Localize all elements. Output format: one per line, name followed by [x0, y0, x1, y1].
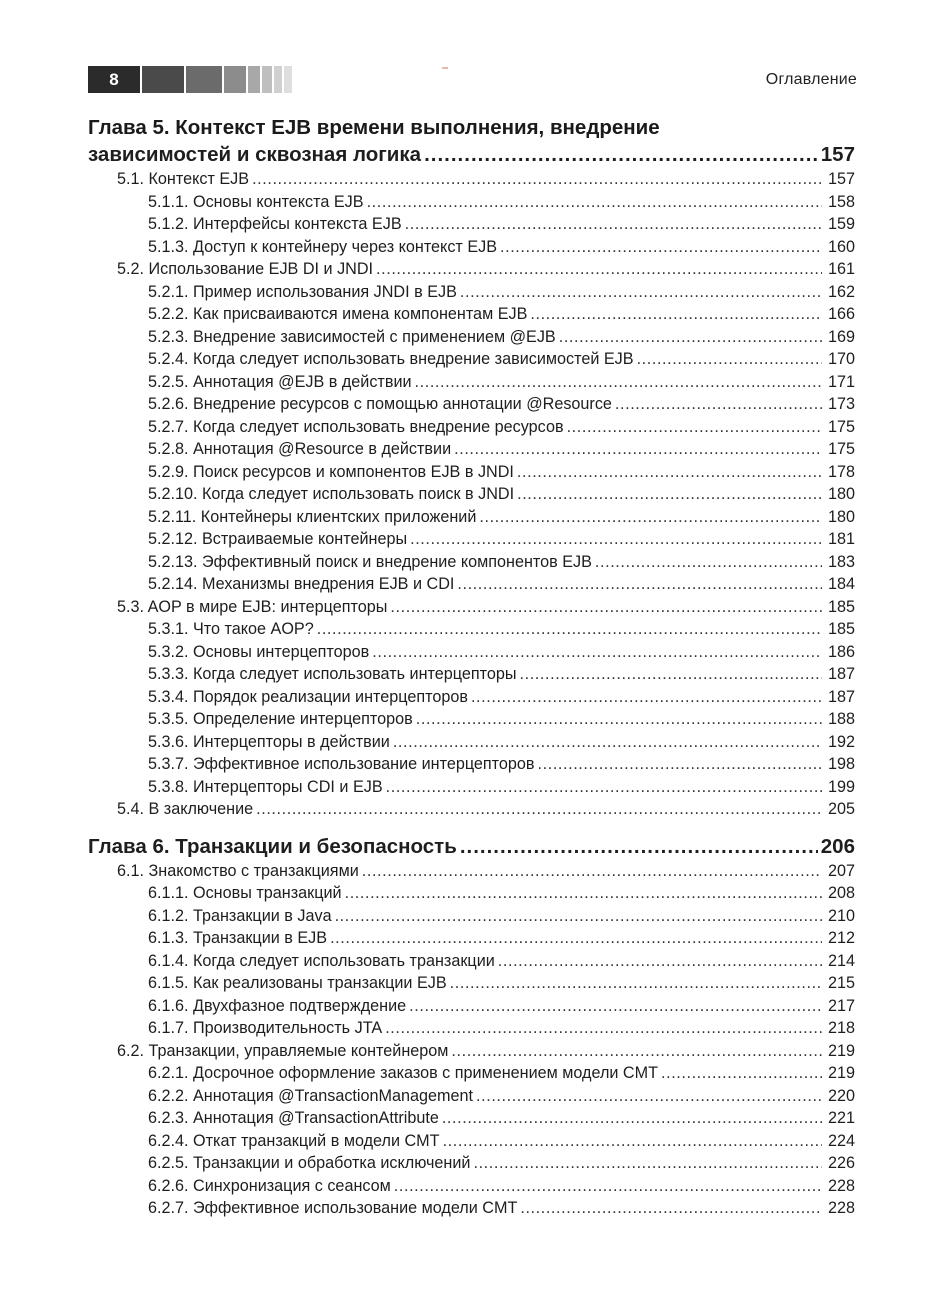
toc-entry [88, 461, 855, 484]
toc-entry [88, 483, 855, 506]
toc-entry-page: 158 [827, 192, 855, 211]
toc-entry-title: 6.1.1. Основы транзакций [148, 884, 342, 902]
toc-entry [88, 927, 855, 950]
chapter-5-title-line1: Глава 5. Контекст EJB времени выполнения, внедрение [88, 116, 660, 139]
dot-leader [500, 236, 822, 259]
toc-entry-title: 5.3.5. Определение интерцепторов [148, 710, 413, 728]
dot-leader [405, 213, 822, 236]
dot-leader [256, 798, 822, 821]
toc-entry-page: 221 [827, 1109, 855, 1127]
toc-entry-page: 187 [827, 665, 855, 683]
toc-entry-page: 180 [827, 485, 855, 503]
toc-entry-page: 226 [827, 1154, 855, 1172]
toc-entry [88, 860, 855, 883]
toc-entry-title: 6.2.1. Досрочное оформление заказов с применением модели CMT [148, 1064, 658, 1082]
toc-entry [88, 1085, 855, 1108]
toc-entry [88, 281, 855, 304]
toc-entry-page: 220 [827, 1086, 855, 1105]
toc-entry-title: 5.3.3. Когда следует использовать интерцепторы [148, 665, 517, 683]
dot-leader [471, 686, 822, 709]
toc-entry [88, 1130, 855, 1153]
header-mark [442, 67, 448, 69]
toc-entry [88, 686, 855, 709]
toc-entry [88, 1152, 855, 1175]
chapter-5-page: 157 [820, 143, 855, 166]
toc-entry [88, 1197, 855, 1220]
toc-entry-page: 205 [827, 800, 855, 818]
toc-entry-page: 224 [827, 1131, 855, 1150]
toc-entry-page: 162 [827, 282, 855, 301]
toc-entry [88, 641, 855, 664]
toc-entry [88, 1040, 855, 1063]
dot-leader [460, 281, 822, 304]
toc-entry-page: 212 [827, 929, 855, 947]
chapter-5-title-row [88, 141, 855, 168]
header-bar-segment [284, 66, 292, 93]
toc-entry [88, 191, 855, 214]
toc-entry-title: 6.2.7. Эффективное использование модели CMT [148, 1199, 518, 1217]
toc-entry-title: 6.2.3. Аннотация @TransactionAttribute [148, 1109, 439, 1127]
toc-entry-page: 219 [827, 1041, 855, 1060]
toc-entry [88, 438, 855, 461]
toc-entry-title: 5.3.8. Интерцепторы CDI и EJB [148, 777, 383, 796]
section-title: Оглавление [765, 71, 857, 88]
toc-entry-title: 5.2.4. Когда следует использовать внедрение зависимостей EJB [148, 350, 634, 368]
toc-entry-page: 161 [827, 260, 855, 278]
dot-leader [538, 753, 822, 776]
toc-entry [88, 708, 855, 731]
toc-entry-page: 187 [827, 687, 855, 706]
toc-entry-page: 173 [827, 395, 855, 413]
toc-entry [88, 776, 855, 799]
toc-entry-page: 159 [827, 215, 855, 233]
dot-leader [517, 461, 822, 484]
toc-entry-title: 6.1. Знакомство с транзакциями [117, 861, 359, 880]
dot-leader [330, 927, 822, 950]
toc-entry-page: 175 [827, 440, 855, 458]
dot-leader [442, 1107, 822, 1130]
toc-entry-title: 5.2. Использование EJB DI и JNDI [117, 260, 374, 278]
toc-entry-title: 5.3.7. Эффективное использование интерцепторов [148, 755, 535, 773]
toc-entry [88, 972, 855, 995]
toc-entry [88, 258, 855, 281]
toc-entry [88, 1062, 855, 1085]
chapter-5-title-line2: зависимостей и сквозная логика [88, 143, 422, 166]
toc-entry-page: 228 [827, 1176, 855, 1195]
chapter-5 [88, 114, 855, 821]
dot-leader [372, 641, 822, 664]
dot-leader [450, 972, 822, 995]
toc-entry [88, 528, 855, 551]
toc-entry-title: 6.1.4. Когда следует использовать транзакции [148, 951, 495, 970]
toc-entry-page: 207 [827, 861, 855, 880]
toc-entry-page: 183 [827, 552, 855, 571]
toc-entry-title: 5.2.14. Механизмы внедрения EJB и CDI [148, 575, 455, 593]
toc-entry-title: 5.3. AOP в мире EJB: интерцепторы [117, 597, 388, 616]
toc-entry-title: 6.2.6. Синхронизация с сеансом [148, 1176, 391, 1195]
dot-leader [409, 995, 822, 1018]
toc-entry-page: 208 [827, 884, 855, 902]
toc-entry-title: 6.2.4. Откат транзакций в модели CMT [148, 1131, 440, 1150]
header-bar-segment [142, 66, 184, 93]
toc-entry-page: 157 [827, 170, 855, 188]
toc-entry-title: 5.2.2. Как присваиваются имена компонентам EJB [148, 305, 528, 323]
chapter-6-page: 206 [820, 834, 855, 858]
toc-entry-title: 5.2.13. Эффективный поиск и внедрение компонентов EJB [148, 552, 592, 571]
toc-entry-title: 5.1.3. Доступ к контейнеру через контекст EJB [148, 237, 498, 256]
toc-entry-page: 219 [827, 1064, 855, 1082]
toc-entry-title: 5.2.5. Аннотация @EJB в действии [148, 372, 412, 391]
header-bar-segment [274, 66, 282, 93]
toc-entry-title: 5.2.7. Когда следует использовать внедрение ресурсов [148, 417, 564, 436]
toc-entry [88, 326, 855, 349]
toc-entry [88, 995, 855, 1018]
toc-entry [88, 882, 855, 905]
toc-entry-title: 5.1.2. Интерфейсы контекста EJB [148, 215, 402, 233]
header-bar-segment [262, 66, 272, 93]
dot-leader [637, 348, 822, 371]
dot-leader [443, 1130, 822, 1153]
toc-entry-title: 5.2.11. Контейнеры клиентских приложений [148, 507, 477, 526]
toc-entry [88, 663, 855, 686]
toc-entry-page: 186 [827, 642, 855, 661]
toc-entry-page: 188 [827, 710, 855, 728]
toc-entry-title: 5.2.3. Внедрение зависимостей с применением @EJB [148, 327, 556, 346]
toc-entry-page: 184 [827, 575, 855, 593]
toc-entry [88, 905, 855, 928]
toc-entry [88, 551, 855, 574]
dot-leader [520, 1197, 822, 1220]
dot-leader [457, 573, 822, 596]
toc-entry-page: 171 [827, 372, 855, 391]
dot-leader [476, 1085, 822, 1108]
dot-leader [661, 1062, 822, 1085]
dot-leader [393, 731, 822, 754]
toc-entry-title: 5.3.2. Основы интерцепторов [148, 642, 370, 661]
dot-leader [460, 833, 818, 860]
toc-entry-title: 6.1.5. Как реализованы транзакции EJB [148, 974, 447, 992]
toc-entry [88, 798, 855, 821]
dot-leader [517, 483, 822, 506]
dot-leader [479, 506, 822, 529]
dot-leader [520, 663, 822, 686]
toc-entry-page: 169 [827, 327, 855, 346]
toc-entry-title: 5.2.12. Встраиваемые контейнеры [148, 530, 408, 548]
dot-leader [473, 1152, 822, 1175]
dot-leader [415, 371, 822, 394]
toc-entry [88, 506, 855, 529]
toc-entry-page: 180 [827, 507, 855, 526]
dot-leader [454, 438, 822, 461]
toc-entry-page: 181 [827, 530, 855, 548]
toc-entry-title: 5.4. В заключение [117, 800, 254, 818]
toc-entry-page: 215 [827, 974, 855, 992]
toc-entry-page: 192 [827, 732, 855, 751]
toc-entry-page: 218 [827, 1019, 855, 1037]
header-bar-segment [186, 66, 222, 93]
toc-entry-page: 160 [827, 237, 855, 256]
toc-entry-title: 5.2.10. Когда следует использовать поиск в JNDI [148, 485, 515, 503]
dot-leader [390, 596, 822, 619]
dot-leader [345, 882, 822, 905]
toc-entry [88, 596, 855, 619]
header-bar-segment [224, 66, 246, 93]
toc-entry [88, 573, 855, 596]
toc-entry-page: 170 [827, 350, 855, 368]
dot-leader [615, 393, 822, 416]
chapter-6-entries [88, 860, 855, 1220]
toc-entry [88, 731, 855, 754]
toc-entry [88, 168, 855, 191]
dot-leader [362, 860, 822, 883]
toc-entry-page: 178 [827, 462, 855, 481]
toc-entry-title: 5.3.6. Интерцепторы в действии [148, 732, 390, 751]
dot-leader [451, 1040, 822, 1063]
toc-entry [88, 416, 855, 439]
dot-leader [367, 191, 822, 214]
dot-leader [386, 776, 822, 799]
toc-entry-title: 5.3.4. Порядок реализации интерцепторов [148, 687, 468, 706]
toc-entry-title: 5.3.1. Что такое AOP? [148, 620, 314, 638]
page-number: 8 [88, 66, 140, 93]
toc-entry-page: 228 [827, 1199, 855, 1217]
toc-entry [88, 348, 855, 371]
toc-entry [88, 1175, 855, 1198]
toc-entry-title: 5.1. Контекст EJB [117, 170, 250, 188]
toc-entry-title: 6.1.2. Транзакции в Java [148, 906, 332, 925]
toc-entry-title: 5.2.1. Пример использования JNDI в EJB [148, 282, 457, 301]
dot-leader [385, 1017, 822, 1040]
toc-entry [88, 236, 855, 259]
toc-entry [88, 371, 855, 394]
dot-leader [424, 141, 818, 168]
toc-entry-title: 6.1.7. Производительность JTA [148, 1019, 383, 1037]
dot-leader [376, 258, 822, 281]
toc-entry-title: 6.2.5. Транзакции и обработка исключений [148, 1154, 471, 1172]
toc-entry-page: 217 [827, 996, 855, 1015]
header-bar-segment [248, 66, 260, 93]
chapter-5-entries [88, 168, 855, 821]
toc-entry-page: 185 [827, 620, 855, 638]
toc-entry-page: 166 [827, 305, 855, 323]
dot-leader [416, 708, 822, 731]
dot-leader [567, 416, 822, 439]
table-of-contents [88, 114, 855, 1220]
page-header [0, 0, 945, 110]
toc-entry-page: 175 [827, 417, 855, 436]
dot-leader [335, 905, 822, 928]
toc-entry-title: 6.1.3. Транзакции в EJB [148, 929, 328, 947]
toc-entry [88, 213, 855, 236]
dot-leader [595, 551, 822, 574]
toc-entry [88, 950, 855, 973]
toc-entry [88, 1017, 855, 1040]
toc-entry-title: 6.1.6. Двухфазное подтверждение [148, 996, 407, 1015]
dot-leader [394, 1175, 822, 1198]
toc-entry-title: 5.1.1. Основы контекста EJB [148, 192, 364, 211]
toc-entry-title: 5.2.8. Аннотация @Resource в действии [148, 440, 452, 458]
toc-entry-page: 185 [827, 597, 855, 616]
toc-entry-title: 6.2.2. Аннотация @TransactionManagement [148, 1086, 474, 1105]
dot-leader [559, 326, 822, 349]
toc-entry [88, 393, 855, 416]
chapter-6 [88, 833, 855, 1220]
dot-leader [410, 528, 822, 551]
dot-leader [530, 303, 822, 326]
toc-entry-page: 199 [827, 777, 855, 796]
dot-leader [252, 168, 822, 191]
dot-leader [498, 950, 822, 973]
toc-entry-page: 198 [827, 755, 855, 773]
toc-entry-page: 214 [827, 951, 855, 970]
dot-leader [317, 618, 822, 641]
toc-entry-title: 6.2. Транзакции, управляемые контейнером [117, 1041, 449, 1060]
toc-entry [88, 303, 855, 326]
toc-entry [88, 1107, 855, 1130]
chapter-6-title-row [88, 833, 855, 860]
toc-entry [88, 618, 855, 641]
toc-entry [88, 753, 855, 776]
toc-entry-title: 5.2.6. Внедрение ресурсов с помощью аннотации @Resource [148, 395, 612, 413]
chapter-6-title: Глава 6. Транзакции и безопасность [88, 834, 457, 858]
toc-entry-page: 210 [827, 906, 855, 925]
toc-entry-title: 5.2.9. Поиск ресурсов и компонентов EJB в JNDI [148, 462, 514, 481]
